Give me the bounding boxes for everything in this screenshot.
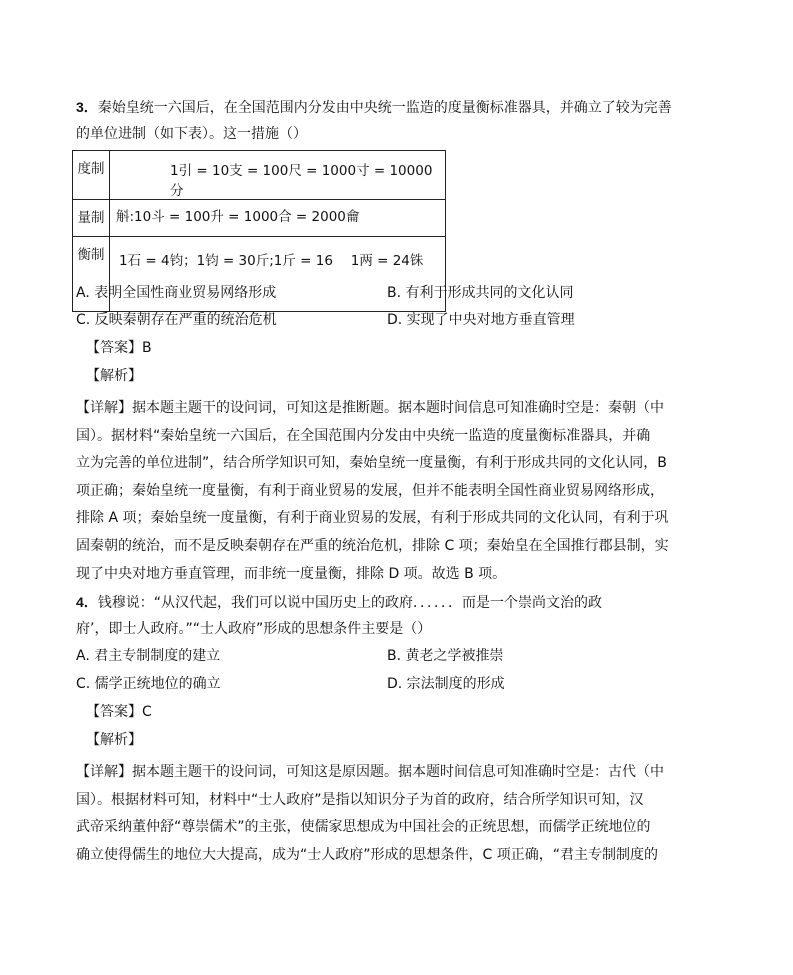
q4-option-b[interactable]: B. 黄老之学被推崇	[387, 648, 504, 664]
q3-detail	[76, 395, 671, 588]
table-row	[73, 200, 446, 237]
q3-answer: 【答案】B	[86, 340, 152, 356]
detail-line: 【详解】据本题主题干的设问词，可知这是原因题。据本题时间信息可知准确时空是：古代（中	[76, 764, 664, 780]
detail-line: 立为完善的单位进制”，结合所学知识可知，秦始皇统一度量衡，有利于形成共同的文化认同，B	[76, 455, 667, 472]
detail-line: 【详解】据本题主题干的设问词，可知这是推断题。据本题时间信息可知准确时空是：秦朝（中	[76, 400, 664, 416]
table-row-label: 量制	[73, 200, 110, 237]
detail-line: 国）。据材料“秦始皇统一六国后，在全国范围内分发由中央统一监造的度量衡标准器具，并确	[76, 427, 651, 444]
q4-number: 4．	[76, 594, 98, 610]
q4-detail	[76, 759, 671, 869]
table-row-value: 斛:10斗 = 100升 = 1000合 = 2000龠	[110, 200, 446, 237]
detail-line: 排除 A 项；秦始皇统一度量衡，有利于商业贸易的发展，有利于形成共同的文化认同，有利于巩	[76, 510, 669, 527]
q4-answer: 【答案】C	[86, 704, 152, 720]
table-row-label: 衡制	[73, 237, 110, 312]
detail-line: 国）。根据材料可知，材料中“士人政府”是指以知识分子为首的政府，结合所学知识可知，汉	[76, 791, 644, 808]
table-row-label: 度制	[73, 151, 110, 200]
table-row-value: 1引 = 10支 = 100尺 = 1000寸 = 10000分	[110, 151, 446, 200]
q3-option-d[interactable]: D. 实现了中央对地方垂直管理	[387, 312, 575, 328]
q4-stem-line2: 府’，即士人政府。”“士人政府”形成的思想条件主要是（）	[76, 621, 432, 637]
q4-option-a[interactable]: A. 君主专制制度的建立	[76, 648, 221, 664]
q4-stem-line1: 4．钱穆说：“从汉代起，我们可以说中国历史上的政府．．．．．．而是一个崇尚文治的政	[76, 594, 603, 611]
detail-line: 现了中央对地方垂直管理，而非统一度量衡，排除 D 项。故选 B 项。	[76, 565, 507, 582]
q4-option-d[interactable]: D. 宗法制度的形成	[387, 676, 505, 692]
detail-line: 确立使得儒生的地位大大提高，成为“士人政府”形成的思想条件，C 项正确，“君主专制制度的	[76, 846, 658, 863]
q4-analysis-label: 【解析】	[86, 732, 142, 748]
detail-line: 武帝采纳董仲舒“尊崇儒术”的主张，使儒家思想成为中国社会的正统思想，而儒学正统地位的	[76, 819, 651, 836]
detail-line: 项正确；秦始皇统一度量衡，有利于商业贸易的发展，但并不能表明全国性商业贸易网络形成，	[76, 482, 664, 499]
q3-option-c[interactable]: C. 反映秦朝存在严重的统治危机	[76, 312, 277, 328]
q3-stem-line2: 的单位进制（如下表）。这一措施（）	[76, 126, 307, 142]
detail-line: 固秦朝的统治，而不是反映秦朝存在严重的统治危机，排除 C 项；秦始皇在全国推行郡县制，实	[76, 537, 669, 554]
q3-number: 3．	[76, 99, 98, 115]
q3-stem-line1: 3．秦始皇统一六国后，在全国范围内分发由中央统一监造的度量衡标准器具，并确立了较为完善	[76, 99, 672, 116]
table-row	[73, 151, 446, 200]
q3-analysis-label: 【解析】	[86, 368, 142, 384]
q4-option-c[interactable]: C. 儒学正统地位的确立	[76, 676, 221, 692]
q3-option-b[interactable]: B. 有利于形成共同的文化认同	[387, 285, 574, 301]
table-row-value: 1石 = 4钧；1钧 = 30斤;1斤 = 16 1两 = 24铢	[110, 237, 446, 312]
q3-option-a[interactable]: A. 表明全国性商业贸易网络形成	[76, 285, 277, 301]
